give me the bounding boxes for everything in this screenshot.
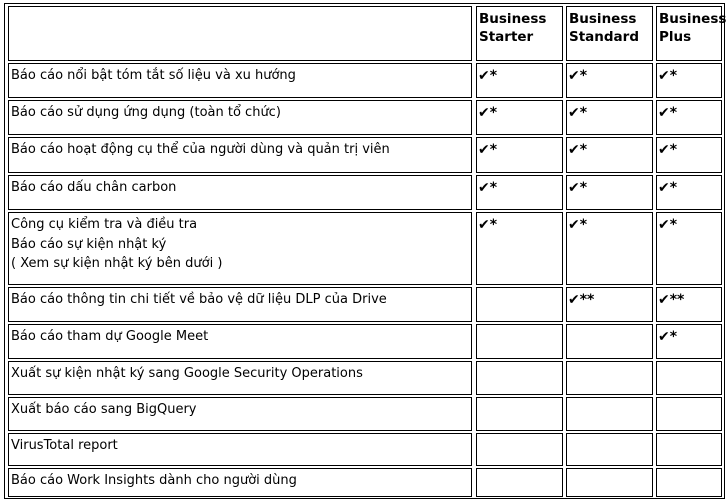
availability-cell <box>656 324 722 359</box>
feature-label: Công cụ kiểm tra và điều tra <box>11 217 198 232</box>
feature-cell <box>8 63 472 98</box>
availability-cell <box>476 100 563 135</box>
availability-cell <box>476 433 563 466</box>
column-header-line: Plus <box>659 29 692 45</box>
feature-label: Báo cáo thông tin chi tiết về bảo vệ dữ liệu DLP của Drive <box>11 292 387 307</box>
check-mark-icon: ✔* <box>658 68 678 84</box>
feature-label: VirusTotal report <box>11 438 118 453</box>
availability-cell <box>476 397 563 431</box>
feature-cell <box>8 137 472 173</box>
availability-cell <box>656 137 722 173</box>
availability-cell <box>566 175 653 210</box>
availability-cell <box>566 433 653 466</box>
availability-cell <box>566 212 653 285</box>
availability-cell <box>476 212 563 285</box>
availability-cell <box>656 287 722 322</box>
comparison-table <box>4 3 725 499</box>
check-mark-icon: ✔* <box>478 142 498 158</box>
check-mark-icon: ✔* <box>478 105 498 121</box>
availability-cell <box>656 397 722 431</box>
feature-label: Xuất sự kiện nhật ký sang Google Security Operations <box>11 366 363 381</box>
availability-cell <box>476 137 563 173</box>
check-mark-icon: ✔* <box>658 217 678 233</box>
feature-cell <box>8 361 472 395</box>
availability-cell <box>566 324 653 359</box>
feature-label: Báo cáo Work Insights dành cho người dùng <box>11 473 297 488</box>
check-mark-icon: ✔* <box>478 180 498 196</box>
availability-cell <box>656 361 722 395</box>
column-header-line: Business <box>569 11 637 27</box>
check-mark-icon: ✔* <box>658 180 678 196</box>
feature-cell <box>8 433 472 466</box>
availability-cell <box>566 63 653 98</box>
availability-cell <box>566 100 653 135</box>
column-header-plus <box>656 6 727 61</box>
feature-cell <box>8 468 472 497</box>
column-header-line: Starter <box>479 29 534 45</box>
availability-cell <box>566 137 653 173</box>
feature-label: Báo cáo hoạt động cụ thể của người dùng và quản trị viên <box>11 142 390 157</box>
check-mark-icon: ✔* <box>658 105 678 121</box>
availability-cell <box>566 287 653 322</box>
check-mark-icon: ✔* <box>568 180 588 196</box>
feature-label: Báo cáo sử dụng ứng dụng (toàn tổ chức) <box>11 105 281 120</box>
availability-cell <box>566 468 653 497</box>
feature-label: Báo cáo dấu chân carbon <box>11 180 177 195</box>
feature-label: Báo cáo nổi bật tóm tắt số liệu và xu hướng <box>11 68 296 83</box>
availability-cell <box>566 361 653 395</box>
availability-cell <box>656 175 722 210</box>
availability-cell <box>656 212 722 285</box>
check-mark-icon: ✔* <box>568 142 588 158</box>
availability-cell <box>566 397 653 431</box>
availability-cell <box>656 468 722 497</box>
availability-cell <box>476 63 563 98</box>
header-empty-cell <box>8 6 472 61</box>
check-mark-icon: ✔* <box>658 142 678 158</box>
availability-cell <box>476 324 563 359</box>
feature-cell <box>8 212 472 285</box>
availability-cell <box>656 433 722 466</box>
feature-cell <box>8 287 472 322</box>
feature-label: Xuất báo cáo sang BigQuery <box>11 402 197 417</box>
column-header-starter <box>476 6 563 61</box>
availability-cell <box>476 361 563 395</box>
check-mark-icon: ✔* <box>478 68 498 84</box>
column-header-line: Business <box>659 11 727 27</box>
check-mark-icon: ✔* <box>478 217 498 233</box>
feature-label: Báo cáo tham dự Google Meet <box>11 329 209 344</box>
check-mark-icon: ✔** <box>568 292 595 308</box>
feature-cell <box>8 397 472 431</box>
check-mark-icon: ✔* <box>568 217 588 233</box>
feature-cell <box>8 175 472 210</box>
column-header-line: Standard <box>569 29 639 45</box>
availability-cell <box>656 100 722 135</box>
check-mark-icon: ✔* <box>658 329 678 345</box>
feature-cell <box>8 100 472 135</box>
feature-cell <box>8 324 472 359</box>
column-header-standard <box>566 6 653 61</box>
feature-label: Báo cáo sự kiện nhật ký <box>11 236 167 252</box>
feature-label: ( Xem sự kiện nhật ký bên dưới ) <box>11 256 223 271</box>
check-mark-icon: ✔* <box>568 105 588 121</box>
availability-cell <box>476 287 563 322</box>
column-header-line: Business <box>479 11 547 27</box>
availability-cell <box>476 175 563 210</box>
check-mark-icon: ✔** <box>658 292 685 308</box>
availability-cell <box>656 63 722 98</box>
check-mark-icon: ✔* <box>568 68 588 84</box>
availability-cell <box>476 468 563 497</box>
